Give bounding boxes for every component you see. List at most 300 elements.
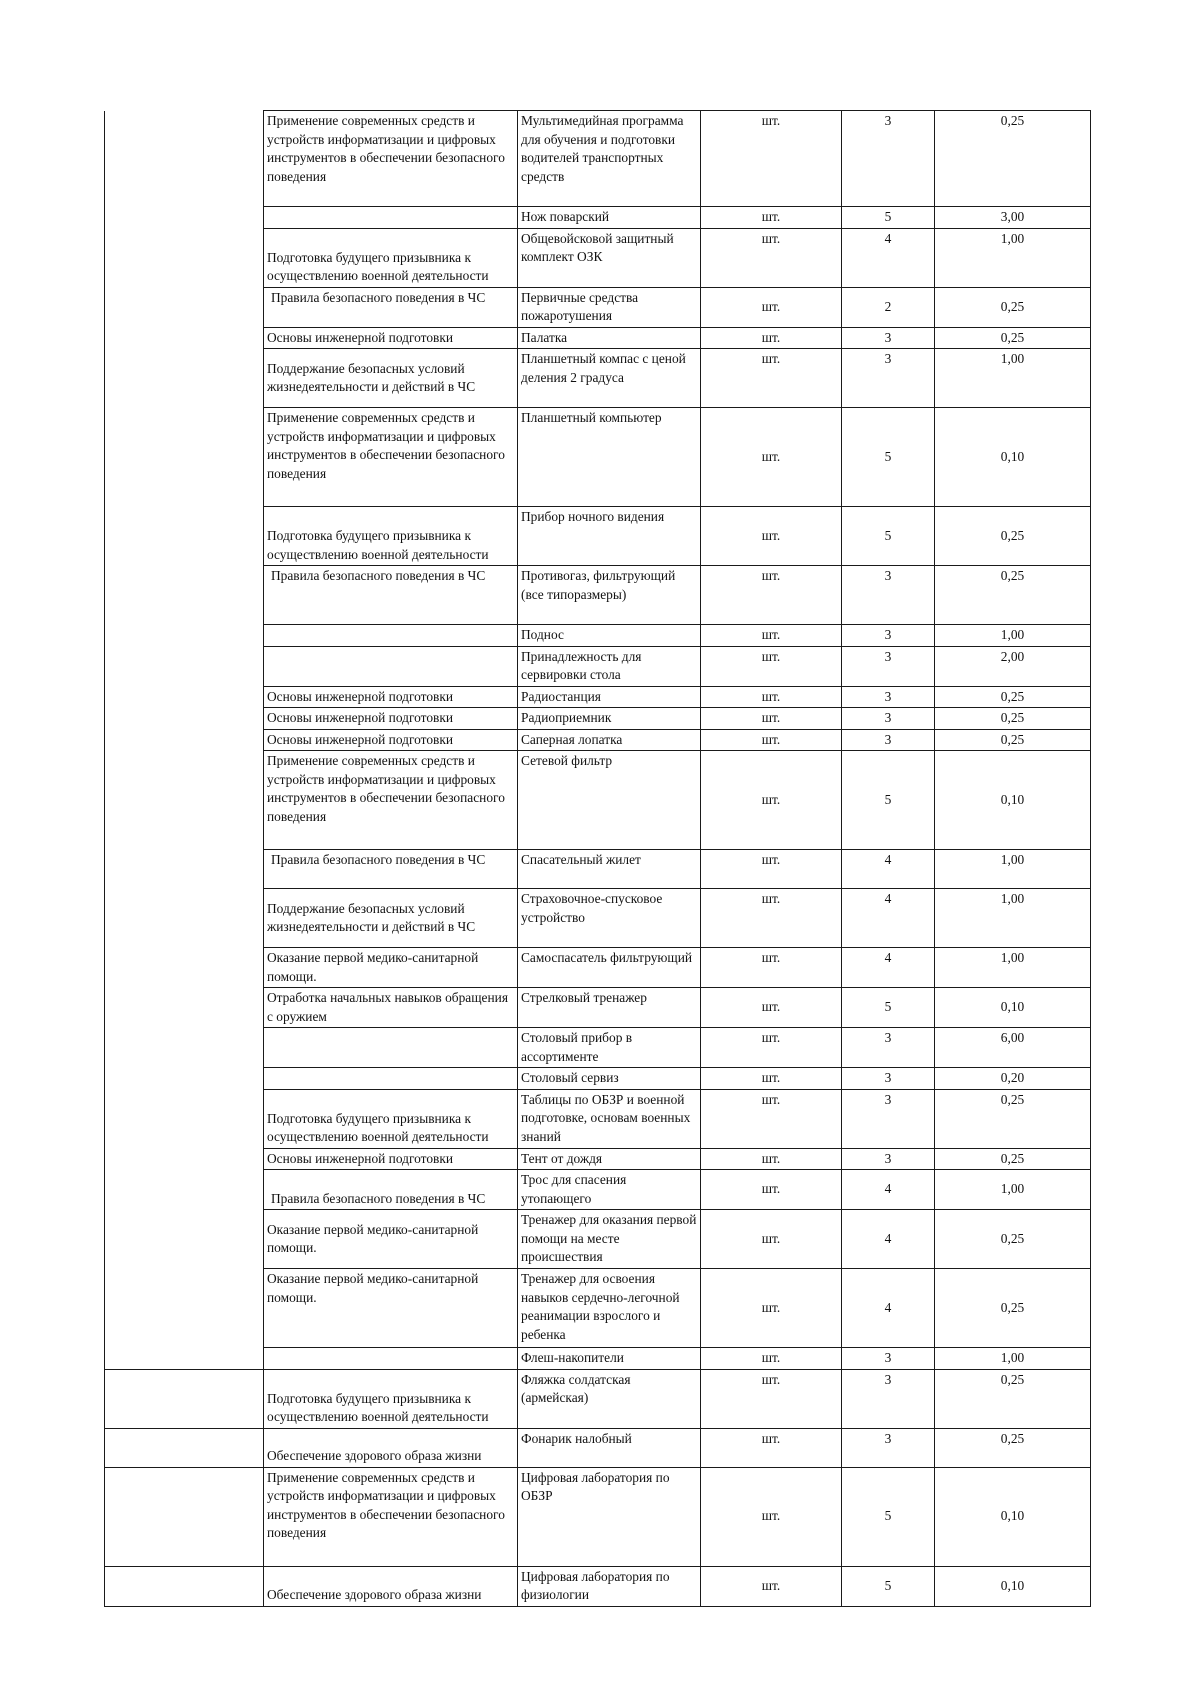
table-row	[105, 111, 1091, 207]
norm-cell-text: 1,00	[1000, 950, 1025, 965]
norm-cell	[935, 751, 1091, 850]
quantity-cell	[842, 1269, 935, 1348]
quantity-cell-text: 4	[884, 1181, 892, 1197]
table-row	[105, 850, 1091, 889]
left-margin-cell	[105, 646, 264, 686]
item-name-cell	[518, 1028, 701, 1068]
item-name-cell	[518, 1269, 701, 1348]
item-name-cell-text: Стрелковый тренажер	[521, 990, 647, 1005]
item-name-cell	[518, 1068, 701, 1090]
unit-cell-text: шт.	[761, 209, 781, 224]
left-margin-cell	[105, 287, 264, 327]
quantity-cell	[842, 111, 935, 207]
quantity-cell	[842, 207, 935, 229]
item-name-cell-text: Фонарик налобный	[521, 1430, 632, 1446]
item-name-cell-text: Столовый сервиз	[521, 1070, 619, 1085]
table-row	[105, 566, 1091, 625]
item-name-cell-text: Самоспасатель фильтрующий	[521, 950, 693, 965]
left-margin-cell	[105, 751, 264, 850]
norm-cell-text: 0,25	[1000, 298, 1025, 314]
norm-cell-text: 0,25	[1000, 1371, 1025, 1387]
section-cell-text: Поддержание безопасных условий жизнедеятельности и действий в ЧС	[267, 360, 476, 394]
norm-cell-text: 1,00	[1000, 230, 1025, 246]
table-row	[105, 1467, 1091, 1566]
quantity-cell	[842, 625, 935, 647]
item-name-cell-text: Цифровая лаборатория по ОБЗР	[521, 1469, 670, 1503]
norm-cell	[935, 566, 1091, 625]
item-name-cell	[518, 889, 701, 948]
table-row	[105, 228, 1091, 287]
left-margin-cell	[105, 708, 264, 730]
item-name-cell	[518, 1369, 701, 1428]
left-margin-cell	[105, 1170, 264, 1210]
unit-cell-text: шт.	[761, 230, 781, 246]
norm-cell	[935, 1566, 1091, 1606]
unit-cell-text: шт.	[761, 999, 781, 1015]
section-cell	[264, 111, 518, 207]
unit-cell-text: шт.	[761, 1230, 781, 1246]
unit-cell	[701, 349, 842, 408]
quantity-cell-text: 3	[884, 1430, 892, 1446]
quantity-cell-text: 3	[884, 688, 892, 704]
norm-cell	[935, 850, 1091, 889]
item-name-cell	[518, 327, 701, 349]
norm-cell-text: 6,00	[1000, 1030, 1025, 1045]
norm-cell-text: 1,00	[1000, 1350, 1025, 1365]
table-row	[105, 686, 1091, 708]
item-name-cell	[518, 1148, 701, 1170]
table-row	[105, 988, 1091, 1028]
section-cell-text: Отработка начальных навыков обращения с оружием	[267, 990, 508, 1024]
item-name-cell	[518, 228, 701, 287]
section-cell-text: Применение современных средств и устройств информатизации и цифровых инструментов в обеспечении безопасного поведения	[267, 410, 505, 481]
unit-cell	[701, 1369, 842, 1428]
unit-cell	[701, 228, 842, 287]
item-name-cell-text: Нож поварский	[521, 209, 610, 224]
table-row	[105, 1566, 1091, 1606]
norm-cell	[935, 287, 1091, 327]
norm-cell-text: 0,25	[1000, 710, 1025, 725]
item-name-cell	[518, 1467, 701, 1566]
unit-cell	[701, 207, 842, 229]
quantity-cell-text: 3	[884, 1091, 892, 1107]
quantity-cell	[842, 751, 935, 850]
unit-cell	[701, 729, 842, 751]
section-cell-text: Применение современных средств и устройств информатизации и цифровых инструментов в обеспечении безопасного поведения	[267, 1469, 505, 1540]
table-row	[105, 1028, 1091, 1068]
equipment-table-body	[105, 111, 1091, 1607]
item-name-cell	[518, 507, 701, 566]
quantity-cell-text: 3	[884, 113, 892, 128]
unit-cell-text: шт.	[761, 568, 781, 583]
item-name-cell	[518, 1089, 701, 1148]
norm-cell	[935, 708, 1091, 730]
quantity-cell-text: 4	[884, 950, 892, 965]
norm-cell-text: 0,25	[1000, 1230, 1025, 1246]
section-cell	[264, 729, 518, 751]
unit-cell	[701, 287, 842, 327]
table-row	[105, 1089, 1091, 1148]
norm-cell	[935, 228, 1091, 287]
item-name-cell-text: Радиостанция	[521, 688, 601, 704]
quantity-cell	[842, 889, 935, 948]
norm-cell	[935, 207, 1091, 229]
section-cell	[264, 566, 518, 625]
section-cell	[264, 228, 518, 287]
norm-cell-text: 3,00	[1000, 209, 1025, 224]
table-row	[105, 1269, 1091, 1348]
norm-cell	[935, 1148, 1091, 1170]
table-row	[105, 1369, 1091, 1428]
left-margin-cell	[105, 889, 264, 948]
norm-cell-text: 0,25	[1000, 113, 1025, 128]
left-margin-cell	[105, 1369, 264, 1428]
section-cell	[264, 948, 518, 988]
table-row	[105, 708, 1091, 730]
norm-cell	[935, 948, 1091, 988]
norm-cell	[935, 988, 1091, 1028]
table-row	[105, 948, 1091, 988]
section-cell-text: Обеспечение здорового образа жизни	[267, 1587, 482, 1602]
quantity-cell-text: 5	[884, 999, 892, 1015]
section-cell	[264, 1148, 518, 1170]
quantity-cell-text: 4	[884, 852, 892, 867]
left-margin-cell	[105, 1428, 264, 1467]
item-name-cell-text: Палатка	[521, 329, 568, 345]
norm-cell-text: 1,00	[1000, 852, 1025, 867]
quantity-cell	[842, 1566, 935, 1606]
section-cell-text: Оказание первой медико-санитарной помощи.	[267, 1271, 479, 1305]
quantity-cell-text: 3	[884, 1070, 892, 1085]
item-name-cell-text: Столовый прибор в ассортименте	[521, 1030, 633, 1064]
section-cell	[264, 889, 518, 948]
unit-cell	[701, 1210, 842, 1269]
norm-cell	[935, 408, 1091, 507]
left-margin-cell	[105, 729, 264, 751]
unit-cell-text: шт.	[761, 527, 781, 543]
section-cell-text: Правила безопасного поведения в ЧС	[271, 568, 486, 583]
item-name-cell	[518, 729, 701, 751]
table-row	[105, 1170, 1091, 1210]
quantity-cell-text: 3	[884, 710, 892, 725]
item-name-cell	[518, 1170, 701, 1210]
section-cell	[264, 207, 518, 229]
unit-cell	[701, 988, 842, 1028]
unit-cell-text: шт.	[761, 1577, 781, 1593]
norm-cell-text: 1,00	[1000, 1181, 1025, 1197]
norm-cell-text: 0,10	[1000, 448, 1025, 464]
norm-cell-text: 0,25	[1000, 1430, 1025, 1446]
section-cell-text: Основы инженерной подготовки	[267, 688, 454, 704]
unit-cell-text: шт.	[761, 648, 781, 664]
quantity-cell	[842, 1148, 935, 1170]
unit-cell	[701, 1089, 842, 1148]
left-margin-cell	[105, 1348, 264, 1370]
unit-cell-text: шт.	[761, 329, 781, 345]
unit-cell	[701, 646, 842, 686]
item-name-cell	[518, 708, 701, 730]
item-name-cell-text: Таблицы по ОБЗР и военной подготовке, основам военных знаний	[521, 1091, 691, 1144]
table-row	[105, 1068, 1091, 1090]
quantity-cell	[842, 1170, 935, 1210]
section-cell-text: Основы инженерной подготовки	[267, 1150, 454, 1166]
item-name-cell	[518, 625, 701, 647]
quantity-cell-text: 5	[884, 209, 892, 224]
item-name-cell-text: Спасательный жилет	[521, 852, 641, 867]
item-name-cell-text: Поднос	[521, 627, 564, 642]
unit-cell	[701, 1170, 842, 1210]
quantity-cell-text: 4	[884, 1230, 892, 1246]
left-margin-cell	[105, 408, 264, 507]
left-margin-cell	[105, 1467, 264, 1566]
section-cell	[264, 1467, 518, 1566]
left-margin-cell	[105, 625, 264, 647]
quantity-cell	[842, 729, 935, 751]
table-row	[105, 1348, 1091, 1370]
item-name-cell-text: Флеш-накопители	[521, 1350, 624, 1365]
left-margin-cell	[105, 111, 264, 207]
item-name-cell	[518, 751, 701, 850]
norm-cell	[935, 1028, 1091, 1068]
norm-cell-text: 2,00	[1000, 648, 1025, 664]
unit-cell-text: шт.	[761, 1070, 781, 1085]
item-name-cell	[518, 948, 701, 988]
section-cell	[264, 349, 518, 408]
norm-cell	[935, 327, 1091, 349]
item-name-cell-text: Саперная лопатка	[521, 731, 623, 747]
table-row	[105, 1148, 1091, 1170]
unit-cell	[701, 1348, 842, 1370]
norm-cell-text: 0,25	[1000, 688, 1025, 704]
quantity-cell	[842, 1089, 935, 1148]
unit-cell-text: шт.	[761, 1430, 781, 1446]
left-margin-cell	[105, 507, 264, 566]
item-name-cell-text: Тренажер для освоения навыков сердечно-легочной реанимации взрослого и ребенка	[521, 1271, 680, 1342]
item-name-cell	[518, 566, 701, 625]
quantity-cell	[842, 708, 935, 730]
quantity-cell-text: 3	[884, 731, 892, 747]
unit-cell	[701, 1428, 842, 1467]
section-cell-text: Подготовка будущего призывника к осуществлению военной деятельности	[267, 528, 489, 562]
table-row	[105, 327, 1091, 349]
quantity-cell	[842, 327, 935, 349]
item-name-cell-text: Трос для спасения утопающего	[521, 1172, 627, 1206]
unit-cell	[701, 1148, 842, 1170]
item-name-cell-text: Планшетный компьютер	[521, 410, 662, 425]
unit-cell-text: шт.	[761, 1091, 781, 1107]
unit-cell-text: шт.	[761, 1181, 781, 1197]
left-margin-cell	[105, 988, 264, 1028]
unit-cell-text: шт.	[761, 710, 781, 725]
item-name-cell-text: Противогаз, фильтрующий (все типоразмеры)	[521, 568, 676, 602]
quantity-cell	[842, 566, 935, 625]
item-name-cell	[518, 287, 701, 327]
table-row	[105, 751, 1091, 850]
section-cell-text: Правила безопасного поведения в ЧС	[271, 1190, 486, 1206]
item-name-cell	[518, 988, 701, 1028]
item-name-cell-text: Страховочное-спусковое устройство	[521, 891, 663, 925]
norm-cell	[935, 1467, 1091, 1566]
item-name-cell-text: Тент от дождя	[521, 1150, 603, 1166]
left-margin-cell	[105, 228, 264, 287]
table-row	[105, 1210, 1091, 1269]
quantity-cell	[842, 948, 935, 988]
left-margin-cell	[105, 349, 264, 408]
norm-cell-text: 0,20	[1000, 1070, 1025, 1085]
unit-cell-text: шт.	[761, 852, 781, 867]
left-margin-cell	[105, 1068, 264, 1090]
section-cell-text: Обеспечение здорового образа жизни	[267, 1448, 482, 1463]
quantity-cell	[842, 988, 935, 1028]
unit-cell	[701, 1028, 842, 1068]
unit-cell-text: шт.	[761, 1371, 781, 1387]
unit-cell	[701, 327, 842, 349]
section-cell	[264, 507, 518, 566]
norm-cell-text: 0,25	[1000, 329, 1025, 345]
table-row	[105, 1428, 1091, 1467]
section-cell	[264, 1428, 518, 1467]
left-margin-cell	[105, 207, 264, 229]
section-cell-text: Подготовка будущего призывника к осуществлению военной деятельности	[267, 1390, 489, 1424]
item-name-cell-text: Планшетный компас с ценой деления 2 градуса	[521, 351, 686, 385]
item-name-cell-text: Общевойсковой защитный комплект ОЗК	[521, 230, 674, 264]
unit-cell	[701, 686, 842, 708]
section-cell-text: Оказание первой медико-санитарной помощи.	[267, 1221, 479, 1255]
section-cell	[264, 1170, 518, 1210]
left-margin-cell	[105, 566, 264, 625]
item-name-cell	[518, 850, 701, 889]
table-row	[105, 349, 1091, 408]
unit-cell	[701, 1467, 842, 1566]
left-margin-cell	[105, 686, 264, 708]
left-margin-cell	[105, 1089, 264, 1148]
item-name-cell	[518, 686, 701, 708]
norm-cell-text: 0,10	[1000, 791, 1025, 807]
norm-cell	[935, 686, 1091, 708]
norm-cell-text: 0,25	[1000, 1091, 1025, 1107]
table-row	[105, 507, 1091, 566]
unit-cell-text: шт.	[761, 448, 781, 464]
section-cell-text: Основы инженерной подготовки	[267, 329, 454, 345]
unit-cell-text: шт.	[761, 891, 781, 906]
table-row	[105, 646, 1091, 686]
item-name-cell-text: Радиоприемник	[521, 710, 612, 725]
quantity-cell-text: 2	[884, 298, 892, 314]
quantity-cell-text: 3	[884, 648, 892, 664]
section-cell-text: Основы инженерной подготовки	[267, 731, 454, 747]
norm-cell	[935, 1210, 1091, 1269]
quantity-cell-text: 5	[884, 1508, 892, 1524]
norm-cell	[935, 1369, 1091, 1428]
unit-cell-text: шт.	[761, 1508, 781, 1524]
norm-cell	[935, 646, 1091, 686]
section-cell	[264, 1210, 518, 1269]
table-row	[105, 408, 1091, 507]
norm-cell-text: 0,10	[1000, 999, 1025, 1015]
quantity-cell	[842, 228, 935, 287]
section-cell	[264, 850, 518, 889]
unit-cell-text: шт.	[761, 113, 781, 128]
table-row	[105, 729, 1091, 751]
section-cell	[264, 1089, 518, 1148]
section-cell	[264, 751, 518, 850]
left-margin-cell	[105, 850, 264, 889]
quantity-cell-text: 3	[884, 568, 892, 583]
table-row	[105, 287, 1091, 327]
unit-cell-text: шт.	[761, 351, 781, 366]
quantity-cell-text: 3	[884, 1030, 892, 1045]
norm-cell-text: 0,25	[1000, 731, 1025, 747]
unit-cell	[701, 708, 842, 730]
quantity-cell	[842, 1428, 935, 1467]
section-cell-text: Оказание первой медико-санитарной помощи.	[267, 950, 479, 984]
quantity-cell	[842, 349, 935, 408]
norm-cell-text: 1,00	[1000, 351, 1025, 366]
norm-cell	[935, 111, 1091, 207]
item-name-cell	[518, 1428, 701, 1467]
quantity-cell-text: 3	[884, 1150, 892, 1166]
item-name-cell	[518, 408, 701, 507]
section-cell	[264, 625, 518, 647]
norm-cell	[935, 1348, 1091, 1370]
section-cell	[264, 686, 518, 708]
section-cell	[264, 1348, 518, 1370]
unit-cell-text: шт.	[761, 688, 781, 704]
norm-cell-text: 1,00	[1000, 891, 1025, 906]
norm-cell	[935, 729, 1091, 751]
unit-cell	[701, 408, 842, 507]
norm-cell	[935, 1068, 1091, 1090]
norm-cell	[935, 889, 1091, 948]
unit-cell	[701, 1566, 842, 1606]
item-name-cell	[518, 1210, 701, 1269]
table-row	[105, 625, 1091, 647]
section-cell	[264, 287, 518, 327]
section-cell	[264, 1028, 518, 1068]
unit-cell-text: шт.	[761, 731, 781, 747]
section-cell-text: Правила безопасного поведения в ЧС	[271, 852, 486, 867]
quantity-cell-text: 5	[884, 448, 892, 464]
item-name-cell	[518, 646, 701, 686]
norm-cell	[935, 625, 1091, 647]
quantity-cell	[842, 1369, 935, 1428]
quantity-cell-text: 3	[884, 1350, 892, 1365]
quantity-cell	[842, 507, 935, 566]
quantity-cell-text: 5	[884, 791, 892, 807]
item-name-cell-text: Фляжка солдатская (армейская)	[521, 1371, 631, 1405]
section-cell-text: Правила безопасного поведения в ЧС	[271, 289, 486, 305]
unit-cell	[701, 111, 842, 207]
unit-cell	[701, 566, 842, 625]
section-cell	[264, 708, 518, 730]
unit-cell	[701, 1068, 842, 1090]
left-margin-cell	[105, 948, 264, 988]
unit-cell-text: шт.	[761, 298, 781, 314]
item-name-cell-text: Тренажер для оказания первой помощи на месте происшествия	[521, 1212, 697, 1264]
item-name-cell-text: Принадлежность для сервировки стола	[521, 648, 642, 682]
left-margin-cell	[105, 1566, 264, 1606]
quantity-cell-text: 3	[884, 351, 892, 366]
table-row	[105, 207, 1091, 229]
unit-cell	[701, 1269, 842, 1348]
quantity-cell	[842, 1028, 935, 1068]
quantity-cell	[842, 686, 935, 708]
norm-cell-text: 0,25	[1000, 568, 1025, 583]
norm-cell-text: 0,10	[1000, 1577, 1025, 1593]
unit-cell	[701, 948, 842, 988]
quantity-cell	[842, 1348, 935, 1370]
equipment-table	[104, 110, 1091, 1607]
